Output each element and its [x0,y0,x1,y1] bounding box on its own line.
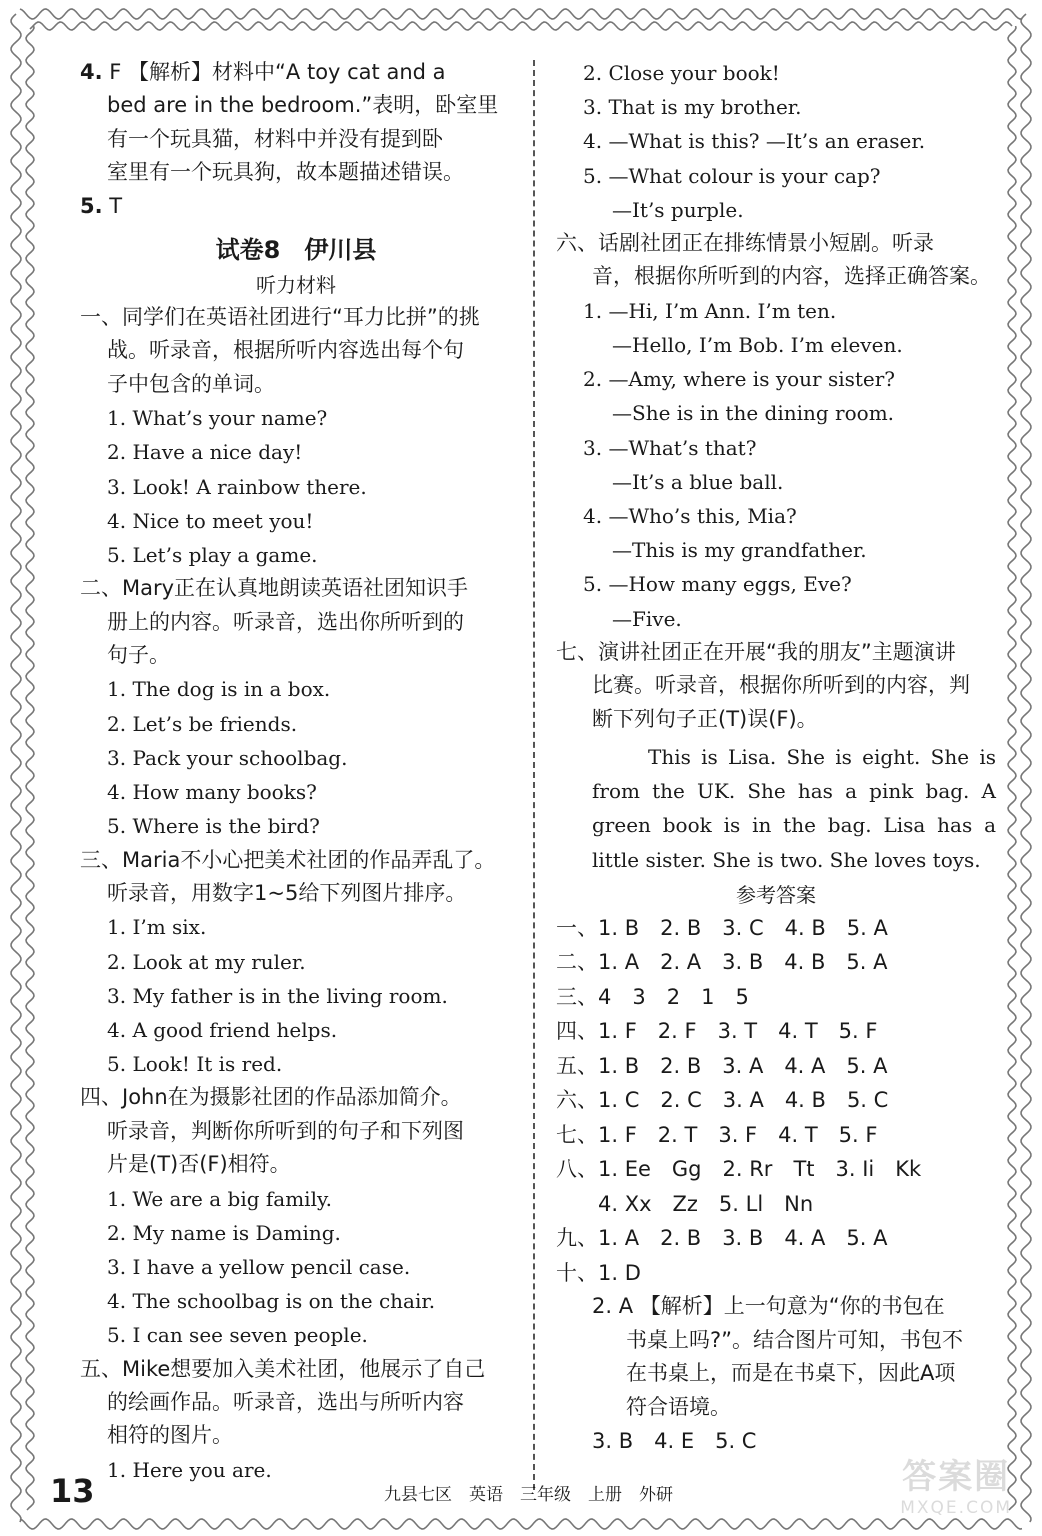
answer-line: 2. A 【解析】上一句意为“你的书包在 [592,1294,945,1319]
dialog-line: —It’s purple. [612,197,744,222]
part-heading: 三、Maria不小心把美术社团的作品弄乱了。 [80,847,496,872]
item-text: 有一个玩具猫，材料中并没有提到卧 [107,126,443,151]
answers-title: 参考答案 [736,882,816,907]
column-divider [533,60,535,1490]
item-text: F 【解析】材料中“A toy cat and a [109,60,446,84]
listening-part-1 [80,301,512,572]
answer-line: 符合语境。 [626,1394,731,1419]
list-item: 1. What’s your name? [107,406,328,431]
list-item: 5. —What colour is your cap? [583,163,881,188]
right-column [556,56,996,1459]
dialog-line: —It’s a blue ball. [612,469,784,494]
answer-line: 3. B 4. E 5. C [592,1429,757,1454]
part-heading: 句子。 [107,643,170,668]
listening-part-4 [80,1081,512,1352]
book-info: 九县七区 英语 三年级 上册 外研 [384,1485,673,1505]
list-item: 2. Have a nice day! [107,440,303,465]
dialog-line: —Hello, I’m Bob. I’m eleven. [612,333,903,358]
part-heading: 比赛。听录音，根据你所听到的内容，判 [592,673,970,698]
list-item: 5. Let’s play a game. [107,543,318,568]
list-item: 5. Look! It is red. [107,1052,283,1077]
list-item: 4. The schoolbag is on the chair. [107,1289,436,1314]
answer-10-2 [556,1290,996,1424]
list-item: 2. Let’s be friends. [107,711,298,736]
list-item: 4. —What is this? —It’s an eraser. [583,129,926,154]
list-item: 3. I have a yellow pencil case. [107,1254,411,1279]
part-heading: 听录音，判断你所听到的句子和下列图 [107,1118,464,1143]
exam-title: 试卷8 伊川县 [215,236,377,265]
listening-parts [80,301,512,1487]
part-heading: 六、话剧社团正在排练情景小短剧。听录 [556,231,934,256]
listening-material-title: 听力材料 [256,273,336,298]
left-column [80,56,512,1487]
part-heading: 五、Mike想要加入美术社团，他展示了自己 [80,1356,486,1381]
list-item: 3. My father is in the living room. [107,983,448,1008]
list-item: 3. Look! A rainbow there. [107,474,367,499]
list-item: 5. I can see seven people. [107,1323,368,1348]
list-item: 1. The dog is in a box. [107,677,331,702]
answer-line: 七、1. F 2. T 3. F 4. T 5. F [556,1122,878,1147]
part-7 [556,636,996,877]
item-text: 室里有一个玩具狗，故本题描述错误。 [107,160,464,185]
answer-list [556,911,996,1291]
answer-line: 十、1. D [556,1260,641,1285]
answer-line: 4. Xx Zz 5. Ll Nn [556,1191,814,1216]
item-text: T [109,193,123,218]
part-heading: 听录音，用数字1~5给下列图片排序。 [107,880,467,905]
list-item: 2. Close your book! [583,61,780,85]
part-heading: 断下列句子正(T)误(F)。 [592,706,818,731]
part-heading: 七、演讲社团正在开展“我的朋友”主题演讲 [556,639,956,664]
answer-line: 三、4 3 2 1 5 [556,984,749,1009]
dialog-line: 5. —How many eggs, Eve? [583,572,852,597]
dialog-line: —This is my grandfather. [612,538,867,563]
part-heading: 战。听录音，根据所听内容选出每个句 [107,338,464,363]
list-item: 1. We are a big family. [107,1186,332,1211]
part-heading: 二、Mary正在认真地朗读英语社团知识手 [80,576,469,601]
page-footer [0,1472,1042,1512]
list-item: 1. I’m six. [107,915,207,940]
page-number: 13 [50,1472,95,1510]
dialog-line: 2. —Amy, where is your sister? [583,367,896,392]
part-heading: 四、John在为摄影社团的作品添加简介。 [80,1085,462,1110]
part-heading: 音，根据你所听到的内容，选择正确答案。 [592,264,991,289]
item-text: bed are in the bedroom.”表明，卧室里 [107,93,499,118]
passage-text: This is Lisa. She is eight. She is from the UK. She has a pink bag. A green book is in the bag. Lisa has a little sister. She is two. She loves toys. [592,745,996,872]
prev-item-5 [80,190,512,223]
list-item: 3. That is my brother. [583,95,802,120]
answer-line: 五、1. B 2. B 3. A 4. A 5. A [556,1053,888,1078]
answer-line: 在书桌上，而是在书桌下，因此A项 [626,1361,956,1386]
part-heading: 一、同学们在英语社团进行“耳力比拼”的挑 [80,305,480,330]
listening-part-2 [80,572,512,843]
list-item: 2. My name is Daming. [107,1220,341,1245]
item-number: 5. [80,193,103,218]
list-item: 5. Where is the bird? [107,814,320,839]
part-heading: 片是(T)否(F)相符。 [107,1152,291,1177]
part-heading: 册上的内容。听录音，选出你所听到的 [107,609,464,634]
dialog-line: —She is in the dining room. [612,401,895,426]
answer-line: 六、1. C 2. C 3. A 4. B 5. C [556,1088,889,1113]
dialog-line: 4. —Who’s this, Mia? [583,504,797,529]
answer-line: 一、1. B 2. B 3. C 4. B 5. A [556,915,888,940]
list-item: 4. How many books? [107,780,317,805]
list-item: 4. A good friend helps. [107,1017,338,1042]
part-heading: 的绘画作品。听录音，选出与所听内容 [107,1389,464,1414]
list-item: 4. Nice to meet you! [107,508,314,533]
part5-continued [556,56,996,193]
list-item: 1. Here you are. [107,1457,272,1482]
item-number: 4. [80,60,103,84]
watermark-text: 答案圈 [902,1457,1011,1497]
part-6 [556,227,996,636]
answer-line: 二、1. A 2. A 3. B 4. B 5. A [556,950,888,975]
answer-line: 书桌上吗?”。结合图片可知，书包不 [626,1327,964,1352]
answer-line: 四、1. F 2. F 3. T 4. T 5. F [556,1019,878,1044]
answer-line: 九、1. A 2. B 3. B 4. A 5. A [556,1226,888,1251]
watermark-url: MXQE.COM [900,1498,1012,1518]
part-heading: 子中包含的单词。 [107,371,275,396]
answer-line: 八、1. Ee Gg 2. Rr Tt 3. Ii Kk [556,1157,922,1182]
part-heading: 相符的图片。 [107,1423,233,1448]
list-item: 2. Look at my ruler. [107,949,306,974]
dialog-line: 3. —What’s that? [583,435,757,460]
listening-part-3 [80,844,512,1082]
dialog-line: —Five. [612,606,682,631]
list-item: 3. Pack your schoolbag. [107,745,348,770]
watermark-logo [900,1449,1012,1518]
dialog-line: 1. —Hi, I’m Ann. I’m ten. [583,298,837,323]
prev-item-4 [80,56,512,190]
listening-part-5 [80,1353,512,1487]
